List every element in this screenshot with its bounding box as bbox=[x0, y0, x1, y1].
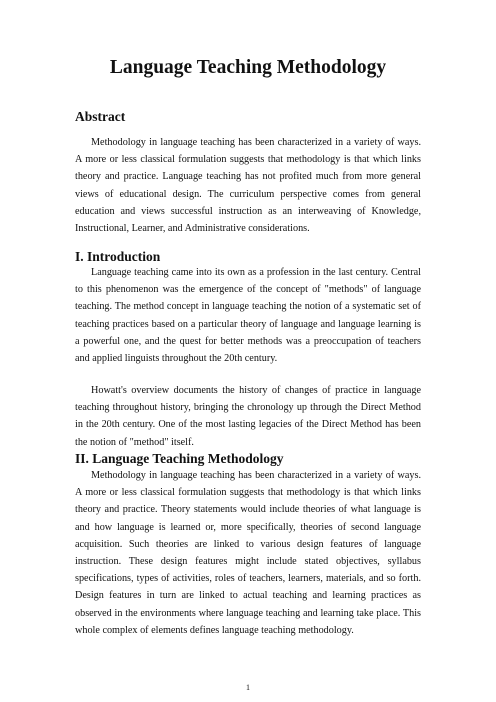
abstract-paragraph: Methodology in language teaching has been characterized in a variety of ways. A more or less classical formulation suggests that methodology is that which links theory and practice. Language teaching has not profited much from more general views of educational design. The curriculum perspective comes from general education and views successful instruction as an interweaving of Knowledge, Instructional, Learner, and Administrative considerations. bbox=[75, 137, 421, 235]
section-heading-introduction: I. Introduction bbox=[75, 249, 161, 264]
document-page bbox=[75, 0, 421, 702]
introduction-paragraph-1: Language teaching came into its own as a profession in the last century. Central to this phenomenon was the emergence of the concept of "methods" of language teaching. The method concept in language teaching the notion of a systematic set of teaching practices based on a particular theory of language and language learning is a powerful one, and the quest for better methods was a preoccupation of teachers and applied linguists throughout the 20th century. bbox=[75, 267, 421, 365]
methodology-paragraph: Methodology in language teaching has been characterized in a variety of ways. A more or less classical formulation suggests that methodology is that which links theory and practice. Theory statements would include theories of what language is and how language is learned or, more specifically, theories of second language acquisition. Such theories are linked to various design features of language instruction. These design features might include stated objectives, syllabus specifications, types of activities, roles of teachers, learners, materials, and so forth. Design features in turn are linked to actual teaching and learning practices as observed in the environments where language teaching and learning take place. This whole complex of elements defines language teaching methodology. bbox=[75, 470, 421, 636]
abstract-heading: Abstract bbox=[75, 109, 126, 124]
page-number: 1 bbox=[246, 683, 250, 692]
introduction-paragraph-2: Howatt's overview documents the history of changes of practice in language teaching throughout history, bringing the chronology up through the Direct Method in the 20th century. One of the most lasting legacies of the Direct Method has been the notion of "method" itself. bbox=[75, 385, 421, 448]
document-title: Language Teaching Methodology bbox=[109, 57, 387, 78]
section-heading-methodology: II. Language Teaching Methodology bbox=[75, 451, 284, 466]
